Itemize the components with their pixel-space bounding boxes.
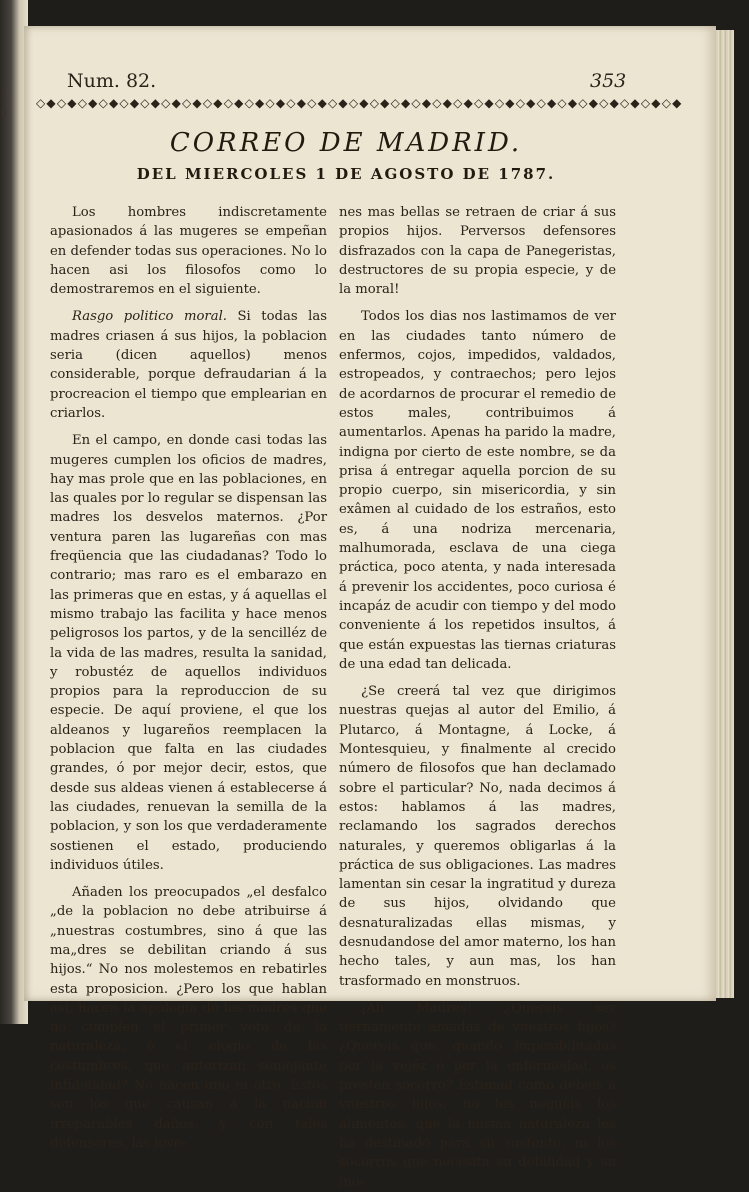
paragraph: En el campo, en donde casi todas las mugeres cumplen los oficios de madres, hay mas prole que en las poblaciones, en las quales por lo regular se dispensan las madres los desvelos maternos. ¿Por ventura paren las lugareñas con mas freqüencia que las ciudadanas? Todo lo contrario; mas raro es el embarazo en las primeras que en estas, y á aquellas el mismo trabajo las facilita y hace menos peligrosos los partos, y de la sencilléz de la vida de las madres, resulta la sanidad, y robustéz de aquellos individuos propios para la reproduccion de su especie. De aquí proviene, el que los aldeanos y lugareños reemplacen la poblacion que falta en las ciudades grandes, ó por mejor decir, estos, que desde sus aldeas vienen á establecerse á las ciudades, renuevan la semilla de la poblacion, y son los que verdaderamente sostienen el estado, produciendo individuos útiles. <box>50 433 327 873</box>
paragraph: Los hombres indiscretamente apasionados á las mugeres se empeñan en defender todas sus operaciones. No lo hacen asi los filosofos como lo demostraremos en el siguiente. <box>50 205 327 298</box>
paragraph: nes mas bellas se retraen de criar á sus propios hijos. Perversos defensores disfrazados con la capa de Panegeristas, destructores de su propia especie, y de la moral! <box>339 205 616 298</box>
issue-number: Num. 82. <box>67 70 157 92</box>
date-line: DEL MIERCOLES 1 DE AGOSTO DE 1787. <box>136 165 556 183</box>
decorative-rule: ◇◆◇◆◇◆◇◆◇◆◇◆◇◆◇◆◇◆◇◆◇◆◇◆◇◆◇◆◇◆◇◆◇◆◇◆◇◆◇◆◇◆◇◆◇◆◇◆◇◆◇◆◇◆◇◆◇◆◇◆◇◆ <box>36 96 683 110</box>
paragraph: ¿Se creerá tal vez que dirigimos nuestras quejas al autor del Emilio, á Plutarco, á Montagne, á Locke, á Montesquieu, y finalmente al crecido número de filosofos que han declamado sobre el particular? No, nada decimos á estos: hablamos á las madres, reclamando los sagrados derechos naturales, y queremos obligarlas á la práctica de sus obligaciones. Las madres lamentan sin cesar la ingratitud y dureza de sus hijos, olvidando que desnaturalizadas ellas mismas, y desnudandose del amor materno, los han hecho tales, y aun mas, los han trasformado en monstruos. <box>339 684 616 989</box>
left-column <box>50 203 327 1151</box>
section-label: Rasgo politico moral. <box>72 309 227 325</box>
paragraph: Añaden los preocupados „el desfalco „de la poblacion no debe atribuirse á „nuestras costumbres, sino á que las ma„dres se debilitan criando á sus hijos.“ No nos molestemos en rebatirles esta proposicion. ¿Pero los que hablan asi, hacen la apología de las madres que no cumplen el primer voto de la naturaleza, ó el elogio de las costumbres, que autorizan semejante infidelidad? No hacen uno ni otro. Estos son los que causan á la nacion irreparables daños, y con tales defensores, las jove- <box>50 885 327 1151</box>
paragraph: ¡Ah Madres! ¿Quereis ser tiernamente amadas de vuestros hijos? ¿Quereis que, quando imposibilitadas por la vejéz ó por la enfermedad, os presten socorro? Estimad como debeis á vuestros hijos, no les negueis los alimentos, que la misma naturaleza les ha destinado para su sustento, ni los socorros que necesita su debilidad y su ino- <box>339 1000 616 1190</box>
spine-glyph: é <box>1 106 8 119</box>
masthead-title: CORREO DE MADRID. <box>169 128 523 158</box>
spine-glyph: l <box>1 88 5 101</box>
page-number: 353 <box>590 70 627 92</box>
paragraph: Todos los dias nos lastimamos de ver en las ciudades tanto número de enfermos, cojos, impedidos, valdados, estropeados, y contraechos; pero lejos de acordarnos de procurar el remedio de estos males, contribuimos á aumentarlos. Apenas ha parido la madre, indigna por cierto de este nombre, se da prisa á entregar aquella porcion de su propio cuerpo, sin misericordia, y sin exâmen al cuidado de los estraños, esto es, á una nodriza mercenaria, malhumorada, esclava de una ciega práctica, poco atenta, y nada interesada á prevenir los accidentes, poco curiosa é incapáz de acudir con tiempo y del modo conveniente á los repetidos insultos, á que están expuestas las tiernas criaturas de una edad tan delicada. <box>339 309 616 672</box>
paragraph-text: Si todas las madres criasen á sus hijos, la poblacion seria (dicen aquellos) menos considerable, porque defraudarian á la procreacion el tiempo que emplearian en criarlos. <box>50 309 327 421</box>
paragraph <box>50 307 327 423</box>
right-column <box>339 203 616 1190</box>
